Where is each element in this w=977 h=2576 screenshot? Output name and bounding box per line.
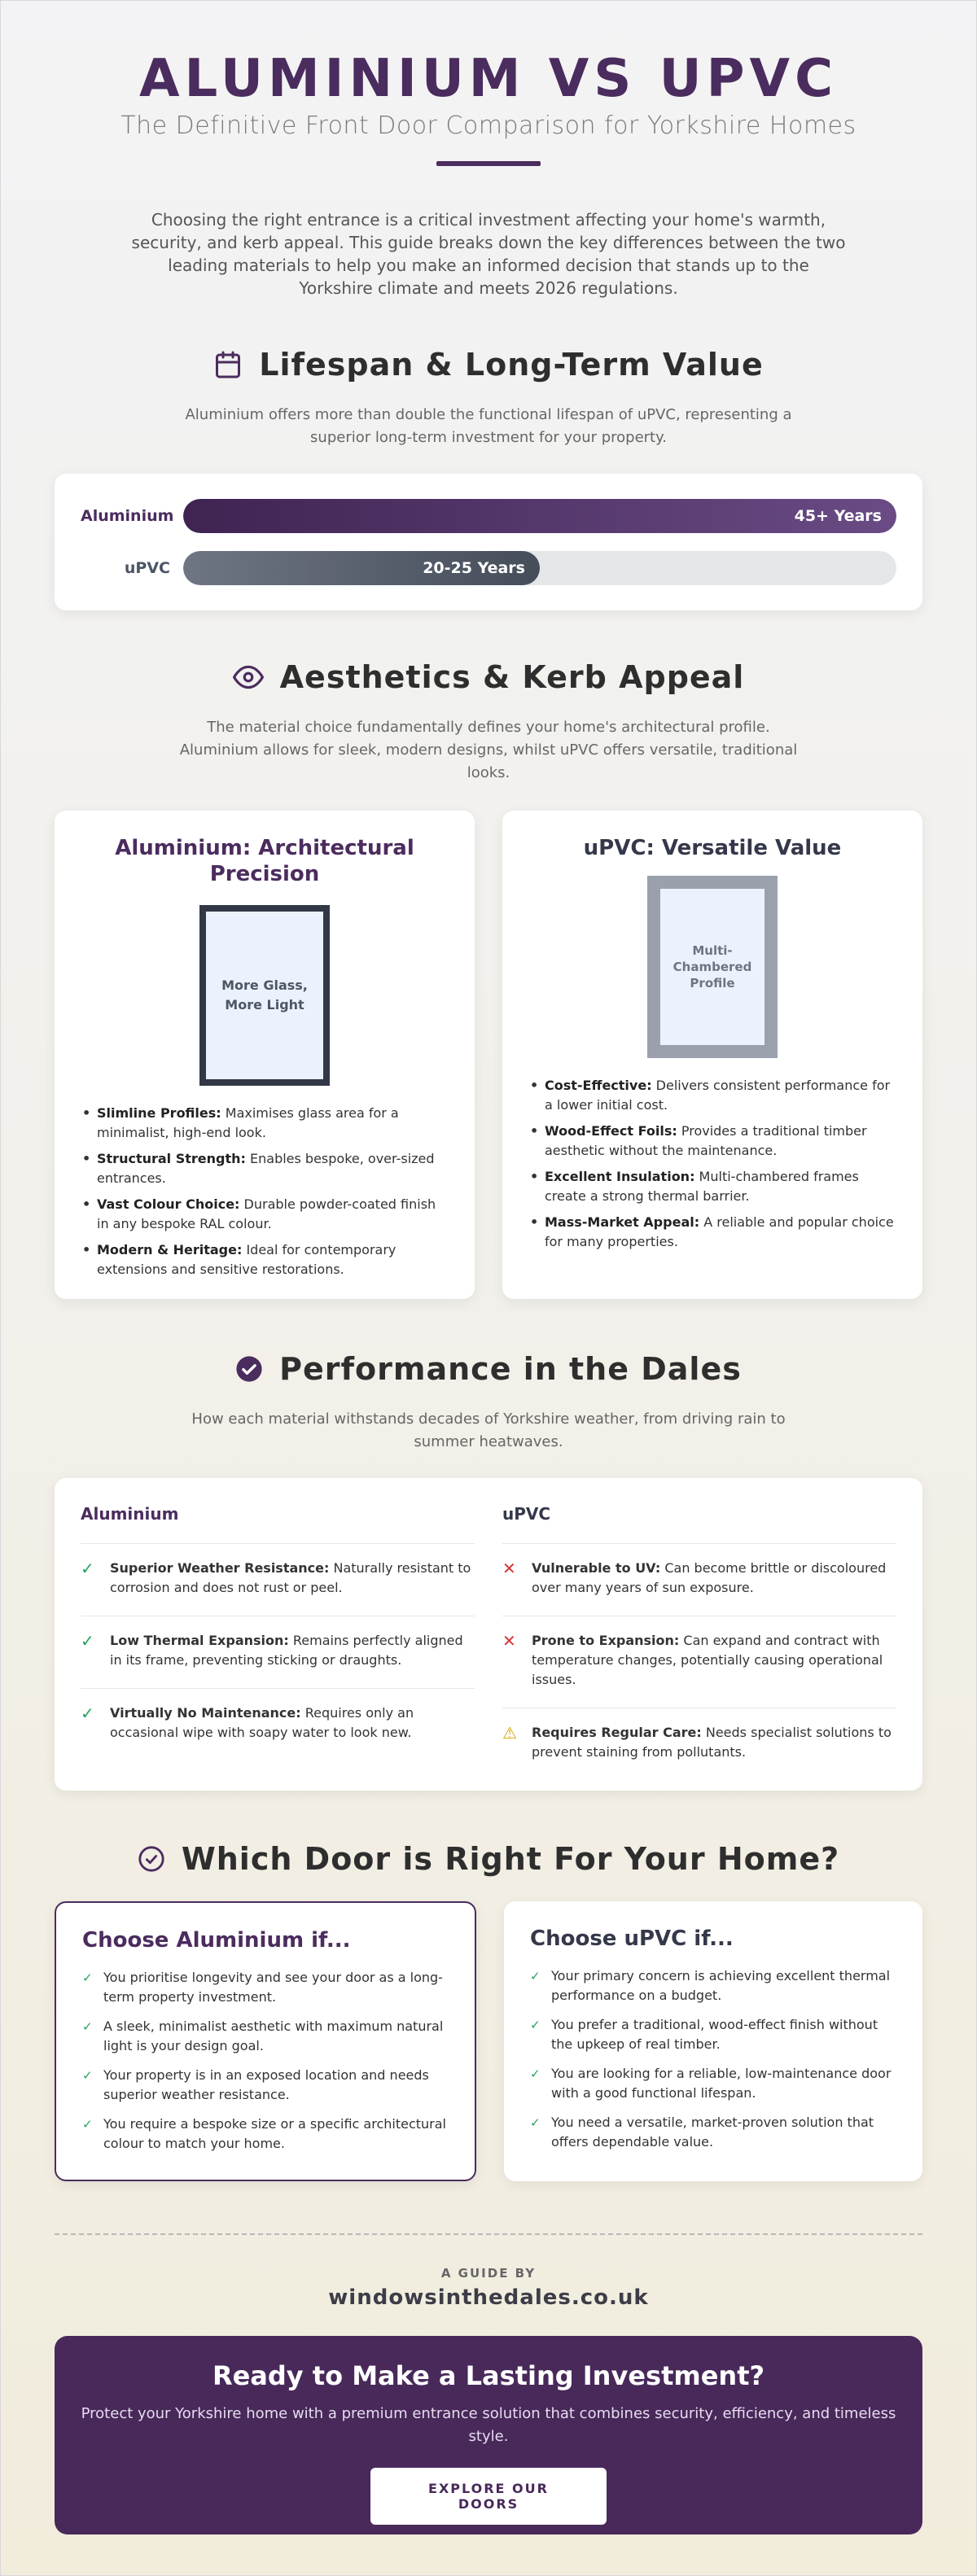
upvc-performance-heading: uPVC [502,1504,896,1544]
explore-doors-button[interactable]: EXPLORE OUR DOORS [370,2468,607,2525]
list-item-text: You prefer a traditional, wood-effect finish without the upkeep of real timber. [551,2017,878,2052]
performance-item-bold: Low Thermal Expansion: [110,1633,289,1648]
site-link[interactable]: windowsinthedales.co.uk [328,2285,649,2310]
list-item [530,1966,896,2005]
choose-upvc-heading: Choose uPVC if... [530,1927,734,1951]
check-icon: ✓ [81,1703,94,1723]
list-item [82,2017,449,2056]
aesthetics-section [55,659,922,1299]
performance-item-text [110,1631,475,1670]
choose-aluminium-card [55,1901,476,2181]
upvc-aesthetics-card [502,811,922,1299]
list-item [528,1167,896,1206]
performance-item [81,1616,475,1689]
page-title: ALUMINIUM VS UPVC [138,49,839,109]
upvc-aesthetics-list [528,1076,896,1252]
list-item-bold: Wood-Effect Foils: [545,1123,677,1139]
page-subtitle: The Definitive Front Door Comparison for Yorkshire Homes [120,112,857,140]
list-item-text: Provides a traditional timber aesthetic without the maintenance. [545,1123,867,1158]
footer-divider [55,2233,922,2235]
aesthetics-cards [55,811,922,1299]
list-item-text: A reliable and popular choice for many properties. [545,1214,894,1249]
list-item-bold: Excellent Insulation: [545,1169,695,1184]
list-item [82,2115,449,2154]
performance-item-text [110,1703,475,1743]
list-item-text: You are looking for a reliable, low-maintenance door with a good functional lifespan. [551,2066,892,2101]
list-item [528,1213,896,1252]
performance-item-desc: Needs specialist solutions to prevent staining from pollutants. [532,1725,892,1760]
performance-item-desc: Requires only an occasional wipe with soapy water to look new. [110,1705,414,1740]
list-item-text: Durable powder-coated finish in any bespoke RAL colour. [97,1196,436,1231]
list-item [82,1968,449,2007]
aesthetics-heading [55,659,922,695]
bar-fill-upvc [183,551,540,585]
performance-description: How each material withstands decades of Yorkshire weather, from driving rain to summer heatwaves. [191,1410,786,1450]
list-item-text: You require a bespoke size or a specific architectural colour to match your home. [103,2116,446,2151]
check-icon: ✓ [81,1631,94,1651]
list-item [81,1149,449,1188]
check-icon: ✓ [530,2066,541,2081]
list-item-text: You prioritise longevity and see your door as a long-term property investment. [103,1970,443,2005]
lifespan-bar-upvc [81,550,896,586]
lifespan-section [55,347,922,610]
list-item [528,1122,896,1161]
list-item-text: Delivers consistent performance for a lower initial cost. [545,1078,891,1113]
warning-icon: ⚠ [502,1723,517,1743]
performance-item-bold: Requires Regular Care: [532,1725,702,1740]
check-icon: ✓ [82,2019,93,2034]
bar-value-aluminium: 45+ Years [794,507,882,525]
performance-item [502,1616,896,1708]
aluminium-performance-column [81,1504,475,1791]
cta-text: Protect your Yorkshire home with a premium entrance solution that combines security, efficiency, and timeless style. [81,2405,896,2445]
list-item-bold: Vast Colour Choice: [97,1196,240,1212]
check-circle-icon [235,1355,263,1383]
aluminium-aesthetics-title: Aluminium: Architectural Precision [115,836,414,886]
cta-banner [55,2336,922,2534]
bar-value-upvc: 20-25 Years [423,559,525,577]
check-icon: ✓ [530,2018,541,2032]
aluminium-performance-heading: Aluminium [81,1504,475,1544]
aluminium-door-label: More Glass, More Light [221,977,308,1012]
eye-icon [233,662,264,693]
title-divider [436,161,541,166]
choose-aluminium-heading: Choose Aluminium if... [82,1928,351,1953]
list-item [81,1104,449,1143]
list-item-bold: Mass-Market Appeal: [545,1214,700,1230]
aesthetics-title: Aesthetics & Kerb Appeal [279,659,745,695]
performance-item-bold: Prone to Expansion: [532,1633,680,1648]
upvc-aesthetics-title: uPVC: Versatile Value [583,836,842,860]
list-item-text: Ideal for contemporary extensions and sensitive restorations. [97,1242,396,1277]
upvc-door-illustration [647,876,778,1058]
list-item-bold: Cost-Effective: [545,1078,652,1093]
list-item-bold: Slimline Profiles: [97,1105,221,1121]
list-item [528,1076,896,1115]
performance-item-desc: Naturally resistant to corrosion and does not rust or peel. [110,1560,471,1595]
list-item-text: Your property is in an exposed location and needs superior weather resistance. [103,2067,429,2102]
list-item [530,2113,896,2152]
performance-item-desc: Can expand and contract with temperature changes, potentially causing operational issues. [532,1633,883,1687]
bar-track-upvc [183,551,896,585]
check-icon: ✓ [530,1969,541,1983]
performance-item-text [532,1723,896,1762]
list-item [530,2064,896,2103]
check-icon: ✓ [82,2068,93,2083]
upvc-performance-column [502,1504,896,1791]
performance-item [502,1708,896,1780]
list-item [82,2066,449,2105]
lifespan-bar-aluminium [81,498,896,534]
content [55,1,922,2534]
choose-upvc-card [504,1901,922,2181]
performance-item-desc: Can become brittle or discoloured over many years of sun exposure. [532,1560,887,1595]
check-icon: ✓ [82,1970,93,1985]
intro-paragraph: Choosing the right entrance is a critical investment affecting your home's warmth, security, and kerb appeal. This guide breaks down the key differences between the two leading materials to help you make an informed decision that stands up to the Yorkshire climate and meets 2026 regulations. [131,210,846,298]
performance-heading [55,1351,922,1387]
aluminium-door-illustration [199,905,330,1086]
list-item-text: Your primary concern is achieving excellent thermal performance on a budget. [551,1968,891,2003]
list-item [530,2015,896,2054]
cta-title: Ready to Make a Lasting Investment? [212,2360,765,2391]
bar-fill-aluminium [183,499,896,533]
upvc-door-label: Multi-Chambered Profile [673,943,752,991]
which-door-section [55,1841,922,2181]
bar-track-aluminium [183,499,896,533]
aesthetics-description: The material choice fundamentally defines your home's architectural profile. Aluminium allows for sleek, modern designs, whilst uPVC offers versatile, traditional looks. [179,719,798,781]
list-item [81,1240,449,1279]
list-item-bold: Modern & Heritage: [97,1242,243,1257]
performance-item [81,1544,475,1616]
list-item-text: Enables bespoke, over-sized entrances. [97,1151,435,1186]
which-door-title: Which Door is Right For Your Home? [181,1841,840,1877]
performance-section [55,1351,922,1791]
cross-icon: ✕ [502,1559,516,1578]
calendar-icon [213,350,243,379]
performance-item-text [532,1559,896,1598]
list-item-text: A sleek, minimalist aesthetic with maximum natural light is your design goal. [103,2018,444,2053]
lifespan-chart-card [55,474,922,610]
list-item-text: Maximises glass area for a minimalist, high-end look. [97,1105,399,1140]
performance-item-text [532,1631,896,1690]
performance-item [502,1544,896,1616]
aluminium-aesthetics-list [81,1104,449,1279]
performance-item-bold: Vulnerable to UV: [532,1560,661,1576]
cross-icon: ✕ [502,1631,516,1651]
which-door-cards [55,1901,922,2181]
performance-item-bold: Virtually No Maintenance: [110,1705,301,1721]
choose-upvc-list [530,1966,896,2152]
performance-card [55,1478,922,1791]
list-item [81,1195,449,1234]
performance-title: Performance in the Dales [279,1351,742,1387]
performance-item-bold: Superior Weather Resistance: [110,1560,330,1576]
list-item-bold: Structural Strength: [97,1151,246,1166]
circle-check-outline-icon [138,1845,165,1873]
bar-label-aluminium: Aluminium [81,507,174,525]
lifespan-description: Aluminium offers more than double the functional lifespan of uPVC, representing a superior long-term investment for your property. [185,406,792,446]
choose-aluminium-list [82,1968,449,2154]
bar-label-upvc: uPVC [124,559,170,577]
guide-by-label: A GUIDE BY [440,2266,537,2281]
check-icon: ✓ [530,2115,541,2130]
which-door-heading [55,1841,922,1877]
list-item-text: Multi-chambered frames create a strong thermal barrier. [545,1169,859,1204]
performance-item-desc: Remains perfectly aligned in its frame, preventing sticking or draughts. [110,1633,463,1668]
lifespan-heading [55,347,922,383]
check-icon: ✓ [82,2117,93,2132]
lifespan-title: Lifespan & Long-Term Value [259,347,764,383]
performance-item-text [110,1559,475,1598]
performance-item [81,1689,475,1760]
check-icon: ✓ [81,1559,94,1578]
list-item-text: You need a versatile, market-proven solution that offers dependable value. [551,2115,874,2150]
aluminium-aesthetics-card [55,811,475,1299]
